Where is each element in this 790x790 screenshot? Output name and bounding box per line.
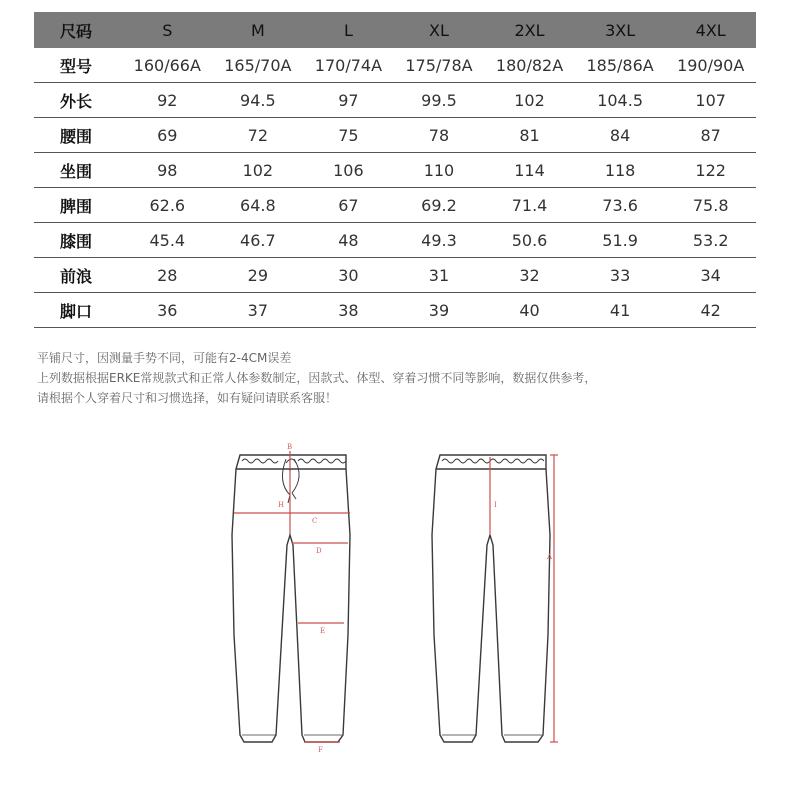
header-cell-m: M (213, 12, 304, 48)
row-label: 前浪 (34, 258, 122, 293)
pants-measurement-diagram (220, 435, 570, 755)
table-cell: 48 (303, 223, 394, 258)
table-cell: 78 (394, 118, 485, 153)
table-cell: 165/70A (213, 48, 304, 83)
table-cell: 84 (575, 118, 666, 153)
table-cell: 62.6 (122, 188, 213, 223)
table-cell: 51.9 (575, 223, 666, 258)
label-e: E (320, 627, 326, 635)
table-cell: 110 (394, 153, 485, 188)
table-cell: 32 (484, 258, 575, 293)
header-cell-4xl: 4XL (665, 12, 756, 48)
table-cell: 64.8 (213, 188, 304, 223)
front-measure-lines (234, 451, 350, 742)
table-cell: 92 (122, 83, 213, 118)
table-cell: 104.5 (575, 83, 666, 118)
table-row (34, 153, 756, 188)
header-cell-l: L (303, 12, 394, 48)
size-notes (37, 348, 596, 408)
back-pants-outline (432, 455, 550, 742)
row-label: 型号 (34, 48, 122, 83)
label-d: D (316, 547, 322, 555)
table-cell: 34 (665, 258, 756, 293)
pants-front-view (232, 455, 350, 742)
table-cell: 75.8 (665, 188, 756, 223)
table-cell: 30 (303, 258, 394, 293)
table-cell: 69 (122, 118, 213, 153)
table-cell: 45.4 (122, 223, 213, 258)
label-b: B (287, 443, 293, 451)
table-cell: 49.3 (394, 223, 485, 258)
header-cell-size: 尺码 (34, 12, 122, 48)
table-cell: 180/82A (484, 48, 575, 83)
table-cell: 97 (303, 83, 394, 118)
table-cell: 28 (122, 258, 213, 293)
table-cell: 37 (213, 293, 304, 328)
table-cell: 99.5 (394, 83, 485, 118)
table-cell: 175/78A (394, 48, 485, 83)
back-waistband-shirring (442, 459, 544, 463)
table-cell: 73.6 (575, 188, 666, 223)
table-cell: 69.2 (394, 188, 485, 223)
table-cell: 46.7 (213, 223, 304, 258)
table-cell: 50.6 (484, 223, 575, 258)
table-cell: 102 (213, 153, 304, 188)
table-cell: 118 (575, 153, 666, 188)
table-cell: 75 (303, 118, 394, 153)
table-cell: 40 (484, 293, 575, 328)
row-label: 脚口 (34, 293, 122, 328)
label-i: I (494, 501, 497, 509)
table-header-row (34, 12, 756, 48)
table-row (34, 83, 756, 118)
front-pants-outline (232, 455, 350, 742)
table-cell: 98 (122, 153, 213, 188)
table-cell: 87 (665, 118, 756, 153)
table-cell: 81 (484, 118, 575, 153)
pants-back-view (432, 455, 550, 742)
row-label: 腰围 (34, 118, 122, 153)
drawstring (283, 459, 300, 503)
table-cell: 67 (303, 188, 394, 223)
size-chart-table (34, 12, 756, 328)
table-cell: 42 (665, 293, 756, 328)
row-label: 外长 (34, 83, 122, 118)
table-cell: 71.4 (484, 188, 575, 223)
label-h: H (278, 501, 285, 509)
row-label: 脾围 (34, 188, 122, 223)
table-cell: 33 (575, 258, 666, 293)
table-cell: 31 (394, 258, 485, 293)
table-cell: 36 (122, 293, 213, 328)
table-cell: 53.2 (665, 223, 756, 258)
table-row (34, 118, 756, 153)
table-cell: 190/90A (665, 48, 756, 83)
label-c: C (312, 517, 318, 525)
table-cell: 106 (303, 153, 394, 188)
header-cell-xl: XL (394, 12, 485, 48)
note-line: 请根据个人穿着尺寸和习惯选择，如有疑问请联系客服！ (37, 391, 338, 405)
table-row (34, 188, 756, 223)
table-cell: 185/86A (575, 48, 666, 83)
table-cell: 72 (213, 118, 304, 153)
note-line: 平铺尺寸，因测量手势不同，可能有2-4CM误差 (37, 351, 292, 365)
table-cell: 39 (394, 293, 485, 328)
table-cell: 114 (484, 153, 575, 188)
table-row (34, 258, 756, 293)
row-label: 坐围 (34, 153, 122, 188)
table-cell: 38 (303, 293, 394, 328)
label-f: F (318, 746, 323, 754)
header-cell-2xl: 2XL (484, 12, 575, 48)
table-cell: 102 (484, 83, 575, 118)
table-cell: 122 (665, 153, 756, 188)
row-label: 膝围 (34, 223, 122, 258)
table-cell: 170/74A (303, 48, 394, 83)
label-a: A (547, 553, 553, 561)
table-cell: 94.5 (213, 83, 304, 118)
table-row (34, 48, 756, 83)
table-cell: 107 (665, 83, 756, 118)
header-cell-3xl: 3XL (575, 12, 666, 48)
table-cell: 41 (575, 293, 666, 328)
table-row (34, 293, 756, 328)
table-row (34, 223, 756, 258)
table-cell: 160/66A (122, 48, 213, 83)
table-cell: 29 (213, 258, 304, 293)
header-cell-s: S (122, 12, 213, 48)
note-line: 上列数据根据ERKE常规款式和正常人体参数制定，因款式、体型、穿着习惯不同等影响，数据仅供参考， (37, 371, 597, 385)
